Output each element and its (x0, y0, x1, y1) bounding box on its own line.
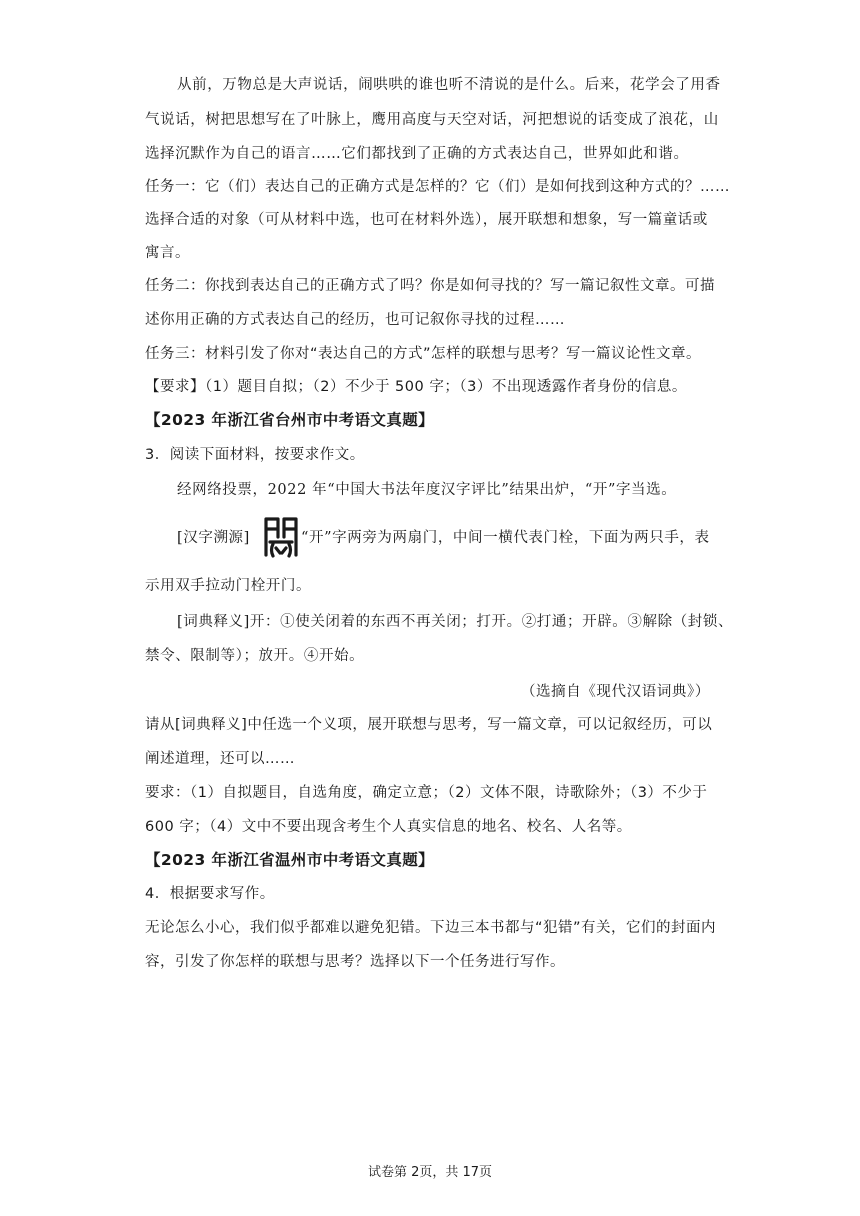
material-line-2: 气说话，树把思想写在了叶脉上，鹰用高度与天空对话，河把想说的话变成了浪花，山 (145, 112, 719, 128)
task2-line-2: 述你用正确的方式表达自己的经历，也可记叙你寻找的过程…… (145, 312, 565, 328)
question-3-title: 3．阅读下面材料，按要求作文。 (145, 447, 365, 463)
section-heading-wenzhou: 【2023 年浙江省温州市中考语文真题】 (145, 851, 435, 869)
question-4-line-2: 容，引发了你怎样的联想与思考？选择以下一个任务进行写作。 (145, 954, 565, 970)
task3-line: 任务三：材料引发了你对“表达自己的方式”怎样的联想与思考？写一篇议论性文章。 (145, 346, 702, 362)
question-4-title: 4．根据要求写作。 (145, 886, 275, 902)
page-footer: 试卷第 2页，共 17页 (367, 1165, 493, 1180)
question-3-prompt-line-1: 请从[词典释义]中任选一个义项，展开联想与思考，写一篇文章，可以记叙经历，可以 (145, 717, 713, 733)
dictionary-line-1: [词典释义]开：①使关闭着的东西不再关闭；打开。②打通；开辟。③解除（封锁、 (177, 614, 734, 630)
seal-script-kai-icon (262, 515, 300, 559)
material-line-3: 选择沉默作为自己的语言……它们都找到了正确的方式表达自己，世界如此和谐。 (145, 146, 689, 162)
origin-text-continued: 示用双手拉动门栓开门。 (145, 578, 312, 594)
question-3-prompt-line-2: 阐述道理，还可以…… (145, 751, 295, 767)
task1-line-2: 选择合适的对象（可从材料中选，也可在材料外选），展开联想和想象，写一篇童话或 (145, 212, 708, 228)
task2-line-1: 任务二：你找到表达自己的正确方式了吗？你是如何寻找的？写一篇记叙性文章。可描 (145, 278, 715, 294)
question-3-requirement-line-2: 600 字；（4）文中不要出现含考生个人真实信息的地名、校名、人名等。 (145, 819, 632, 835)
section-heading-taizhou: 【2023 年浙江省台州市中考语文真题】 (145, 411, 435, 429)
origin-text: “开”字两旁为两扇门，中间一横代表门栓，下面为两只手，表 (301, 530, 710, 546)
material-line-1: 从前，万物总是大声说话，闹哄哄的谁也听不清说的是什么。后来，花学会了用香 (177, 77, 721, 93)
question-4-line-1: 无论怎么小心，我们似乎都难以避免犯错。下边三本书都与“犯错”有关，它们的封面内 (145, 920, 717, 936)
question-3-requirement-line-1: 要求：（1）自拟题目，自选角度，确定立意；（2）文体不限，诗歌除外；（3）不少于 (145, 785, 708, 801)
task1-line-3: 寓言。 (145, 245, 190, 261)
origin-label: [汉字溯源] (177, 530, 250, 546)
task1-line-1: 任务一：它（们）表达自己的正确方式是怎样的？它（们）是如何找到这种方式的？…… (145, 179, 730, 195)
dictionary-source: （选摘自《现代汉语词典》） (520, 684, 710, 700)
question-3-intro: 经网络投票，2022 年“中国大书法年度汉字评比”结果出炉，“开”字当选。 (177, 482, 677, 498)
dictionary-line-2: 禁令、限制等）；放开。④开始。 (145, 648, 365, 664)
requirement-line: 【要求】（1）题目自拟；（2）不少于 500 字；（3）不出现透露作者身份的信息。 (145, 379, 687, 395)
